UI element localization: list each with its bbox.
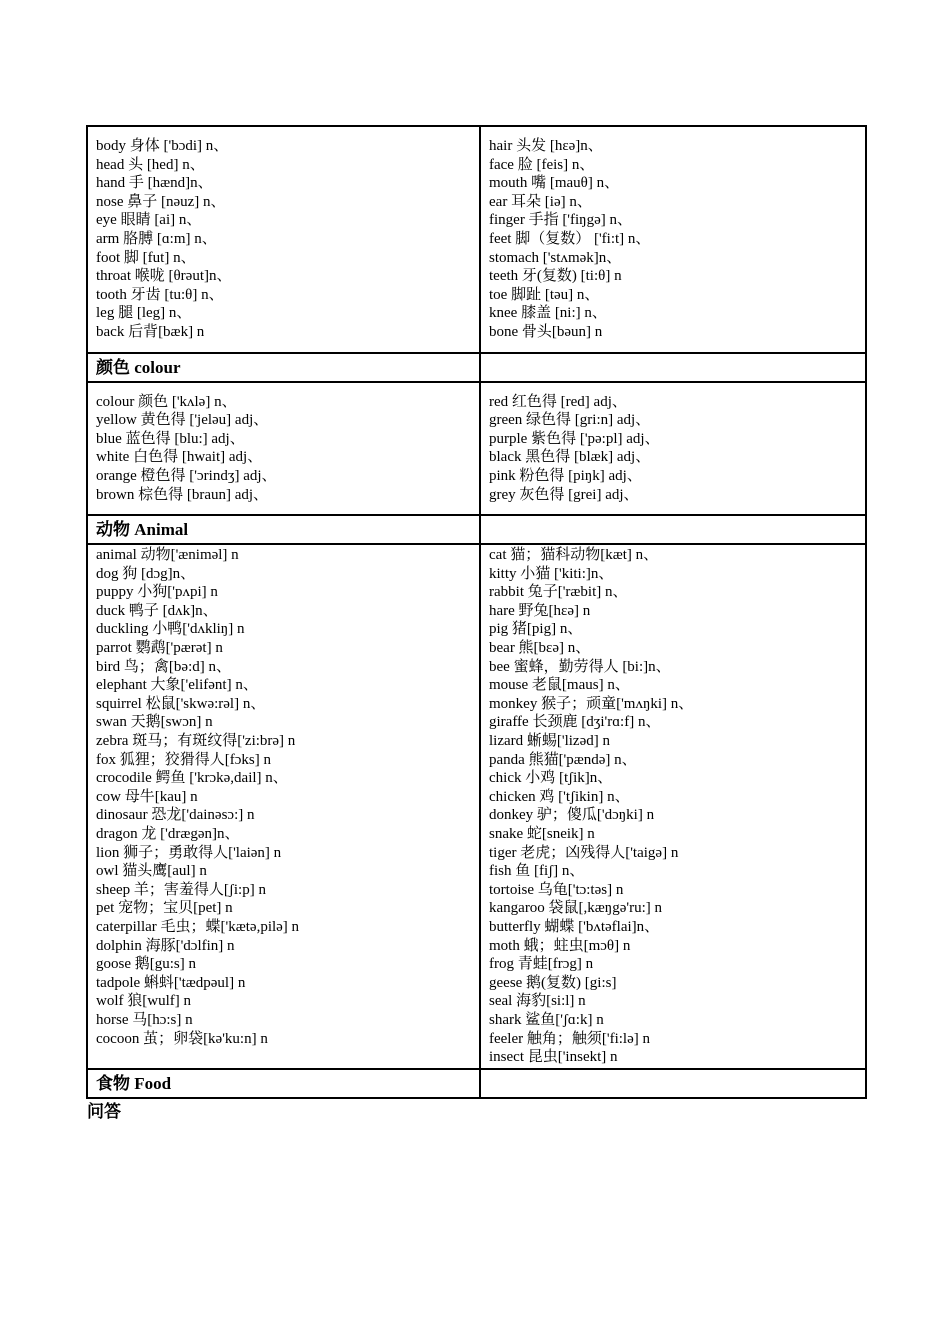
animal-word-entry: giraffe 长颈鹿 [dʒi'rɑ:f] n、: [489, 714, 661, 731]
animal-word-entry: dolphin 海豚['dɔlfin] n: [96, 937, 235, 954]
animal-word-entry: dog 狗 [dɔg]n、: [96, 565, 196, 582]
animal-word-entry: rabbit 兔子['ræbit] n、: [489, 584, 628, 601]
colour-word-entry: brown 棕色得 [braun] adj、: [96, 486, 269, 503]
body-word-entry: face 脸 [feis] n、: [489, 156, 595, 173]
animal-word-entry: lizard 蜥蜴['lizəd] n: [489, 733, 610, 750]
animal-heading-empty-cell: [480, 515, 866, 544]
body-word-entry: knee 膝盖 [ni:] n、: [489, 305, 607, 322]
animal-word-entry: pet 宠物；宝贝[pet] n: [96, 900, 233, 917]
body-word-entry: head 头 [hed] n、: [96, 156, 205, 173]
colour-word-entry: yellow 黄色得 ['jeləu] adj、: [96, 412, 269, 429]
animal-word-entry: horse 马[hɔ:s] n: [96, 1011, 193, 1028]
body-word-entry: feet 脚（复数） ['fi:t] n、: [489, 230, 651, 247]
colour-heading-empty-cell: [480, 353, 866, 382]
colour-word-entry: grey 灰色得 [grei] adj、: [489, 486, 639, 503]
body-word-entry: finger 手指 ['fiŋgə] n、: [489, 212, 632, 229]
animal-word-entry: cat 猫；猫科动物[kæt] n、: [489, 547, 659, 564]
body-word-entry: leg 腿 [leg] n、: [96, 305, 192, 322]
body-words-row: [87, 126, 866, 353]
animal-word-entry: crocodile 鳄鱼 ['krɔkə,dail] n、: [96, 770, 288, 787]
body-word-entry: throat 喉咙 [θrəut]n、: [96, 268, 232, 285]
animal-word-entry: zebra 斑马；有斑纹得['zi:brə] n: [96, 733, 296, 750]
body-word-entry: tooth 牙齿 [tu:θ] n、: [96, 286, 224, 303]
animal-word-entry: swan 天鹅[swɔn] n: [96, 714, 213, 731]
body-word-entry: ear 耳朵 [iə] n、: [489, 193, 592, 210]
colour-words-right-cell: [480, 382, 866, 516]
animal-word-entry: owl 猫头鹰[aul] n: [96, 863, 207, 880]
body-word-entry: body 身体 ['bɔdi] n、: [96, 138, 229, 154]
body-word-entry: bone 骨头[bəun] n: [489, 323, 603, 340]
animal-word-entry: kitty 小猫 ['kiti:]n、: [489, 565, 614, 582]
animal-word-entry: bee 蜜蜂，勤劳得人 [bi:]n、: [489, 658, 671, 675]
body-words-left-cell: [87, 126, 480, 353]
body-word-entry: hair 头发 [hɛə]n、: [489, 138, 603, 154]
colour-word-entry: green 绿色得 [gri:n] adj、: [489, 412, 651, 429]
animal-word-entry: lion 狮子；勇敢得人['laiən] n: [96, 844, 282, 861]
animal-word-entry: animal 动物['æniməl] n: [96, 547, 239, 564]
animal-word-entry: mouse 老鼠[maus] n、: [489, 677, 630, 694]
animal-word-entry: tiger 老虎；凶残得人['taigə] n: [489, 844, 679, 861]
animal-word-entry: tortoise 乌龟['tɔ:təs] n: [489, 881, 624, 898]
animal-word-entry: cow 母牛[kau] n: [96, 788, 198, 805]
animal-word-entry: feeler 触角；触须['fi:lə] n: [489, 1030, 650, 1047]
colour-word-entry: black 黑色得 [blæk] adj、: [489, 449, 651, 466]
animal-word-entry: seal 海豹[si:l] n: [489, 993, 586, 1010]
animal-heading-row: [87, 515, 866, 544]
animal-word-entry: kangaroo 袋鼠[,kæŋgə'ru:] n: [489, 900, 662, 917]
animal-word-entry: dinosaur 恐龙['dainəsɔ:] n: [96, 807, 255, 824]
colour-heading-row: [87, 353, 866, 382]
animal-word-entry: sheep 羊；害羞得人[ʃi:p] n: [96, 881, 266, 898]
body-word-entry: nose 鼻子 [nəuz] n、: [96, 193, 226, 210]
animal-word-entry: panda 熊猫['pændə] n、: [489, 751, 637, 768]
body-word-entry: arm 胳膊 [ɑ:m] n、: [96, 230, 217, 247]
vocabulary-table: [86, 125, 867, 1099]
animal-word-entry: fish 鱼 [fiʃ] n、: [489, 863, 585, 880]
animal-word-entry: puppy 小狗['pʌpi] n: [96, 584, 218, 601]
colour-section-heading: 颜色 colour: [87, 353, 480, 382]
body-word-entry: hand 手 [hænd]n、: [96, 175, 213, 192]
body-words-right-cell: [480, 126, 866, 353]
colour-word-entry: red 红色得 [red] adj、: [489, 393, 627, 410]
animal-word-entry: squirrel 松鼠['skwə:rəl] n、: [96, 695, 266, 712]
animal-word-entry: duck 鸭子 [dʌk]n、: [96, 602, 218, 619]
food-heading-row: [87, 1069, 866, 1098]
animal-word-entry: geese 鹅(复数) [gi:s]: [489, 974, 617, 991]
animal-word-entry: frog 青蛙[frɔg] n: [489, 956, 594, 973]
animal-word-entry: insect 昆虫['insekt] n: [489, 1049, 618, 1066]
body-word-entry: eye 眼睛 [ai] n、: [96, 212, 202, 229]
colour-word-entry: blue 蓝色得 [blu:] adj、: [96, 430, 245, 447]
body-word-entry: mouth 嘴 [mauθ] n、: [489, 175, 620, 192]
animal-word-entry: parrot 鹦鹉['pærət] n: [96, 640, 223, 657]
food-heading-empty-cell: [480, 1069, 866, 1098]
animal-word-entry: bear 熊[bɛə] n、: [489, 640, 591, 657]
colour-words-row: [87, 382, 866, 516]
vocabulary-table-body: [87, 126, 866, 1098]
animal-words-right-cell: [480, 544, 866, 1069]
colour-word-entry: white 白色得 [hwait] adj、: [96, 449, 263, 466]
animal-word-entry: elephant 大象['elifənt] n、: [96, 677, 258, 694]
animal-word-entry: caterpillar 毛虫；蝶['kætə,pilə] n: [96, 918, 300, 935]
animal-word-entry: chick 小鸡 [tʃik]n、: [489, 770, 613, 787]
body-word-entry: toe 脚趾 [təu] n、: [489, 286, 600, 303]
body-word-entry: teeth 牙(复数) [ti:θ] n: [489, 268, 622, 285]
colour-word-entry: colour 颜色 ['kʌlə] n、: [96, 393, 237, 410]
animal-word-entry: goose 鹅[gu:s] n: [96, 956, 196, 973]
colour-word-entry: pink 粉色得 [piŋk] adj、: [489, 467, 642, 484]
animal-word-entry: monkey 猴子；顽童['mʌŋki] n、: [489, 695, 694, 712]
animal-word-entry: shark 鲨鱼['ʃɑ:k] n: [489, 1011, 604, 1028]
colour-word-entry: purple 紫色得 ['pə:pl] adj、: [489, 430, 660, 447]
animal-word-entry: donkey 驴；傻瓜['dɔŋki] n: [489, 807, 655, 824]
animal-word-entry: pig 猪[pig] n、: [489, 621, 583, 638]
animal-word-entry: snake 蛇[sneik] n: [489, 826, 595, 842]
animal-word-entry: butterfly 蝴蝶 ['bʌtəflai]n、: [489, 918, 660, 935]
animal-word-entry: fox 狐狸；狡猾得人[fɔks] n: [96, 751, 271, 768]
animal-words-left-cell: [87, 544, 480, 1069]
body-word-entry: stomach ['stʌmək]n、: [489, 249, 622, 266]
animal-word-entry: duckling 小鸭['dʌkliŋ] n: [96, 621, 245, 638]
animal-words-row: [87, 544, 866, 1069]
animal-section-heading: 动物 Animal: [87, 515, 480, 544]
animal-word-entry: hare 野兔[hɛə] n: [489, 602, 591, 619]
animal-word-entry: bird 鸟；禽[bə:d] n、: [96, 658, 231, 675]
animal-word-entry: tadpole 蝌蚪['tædpəul] n: [96, 974, 246, 991]
animal-word-entry: wolf 狼[wulf] n: [96, 993, 191, 1010]
animal-word-entry: moth 蛾；蛀虫[mɔθ] n: [489, 937, 631, 954]
qa-heading: 问答: [87, 1102, 121, 1121]
body-word-entry: back 后背[bæk] n: [96, 323, 205, 340]
colour-words-left-cell: [87, 382, 480, 516]
animal-word-entry: chicken 鸡 ['tʃikin] n、: [489, 788, 630, 805]
body-word-entry: foot 脚 [fut] n、: [96, 249, 196, 266]
food-section-heading: 食物 Food: [87, 1069, 480, 1098]
colour-word-entry: orange 橙色得 ['ɔrindʒ] adj、: [96, 467, 277, 484]
animal-word-entry: dragon 龙 ['drægən]n、: [96, 826, 240, 842]
animal-word-entry: cocoon 茧；卵袋[kə'ku:n] n: [96, 1030, 268, 1047]
